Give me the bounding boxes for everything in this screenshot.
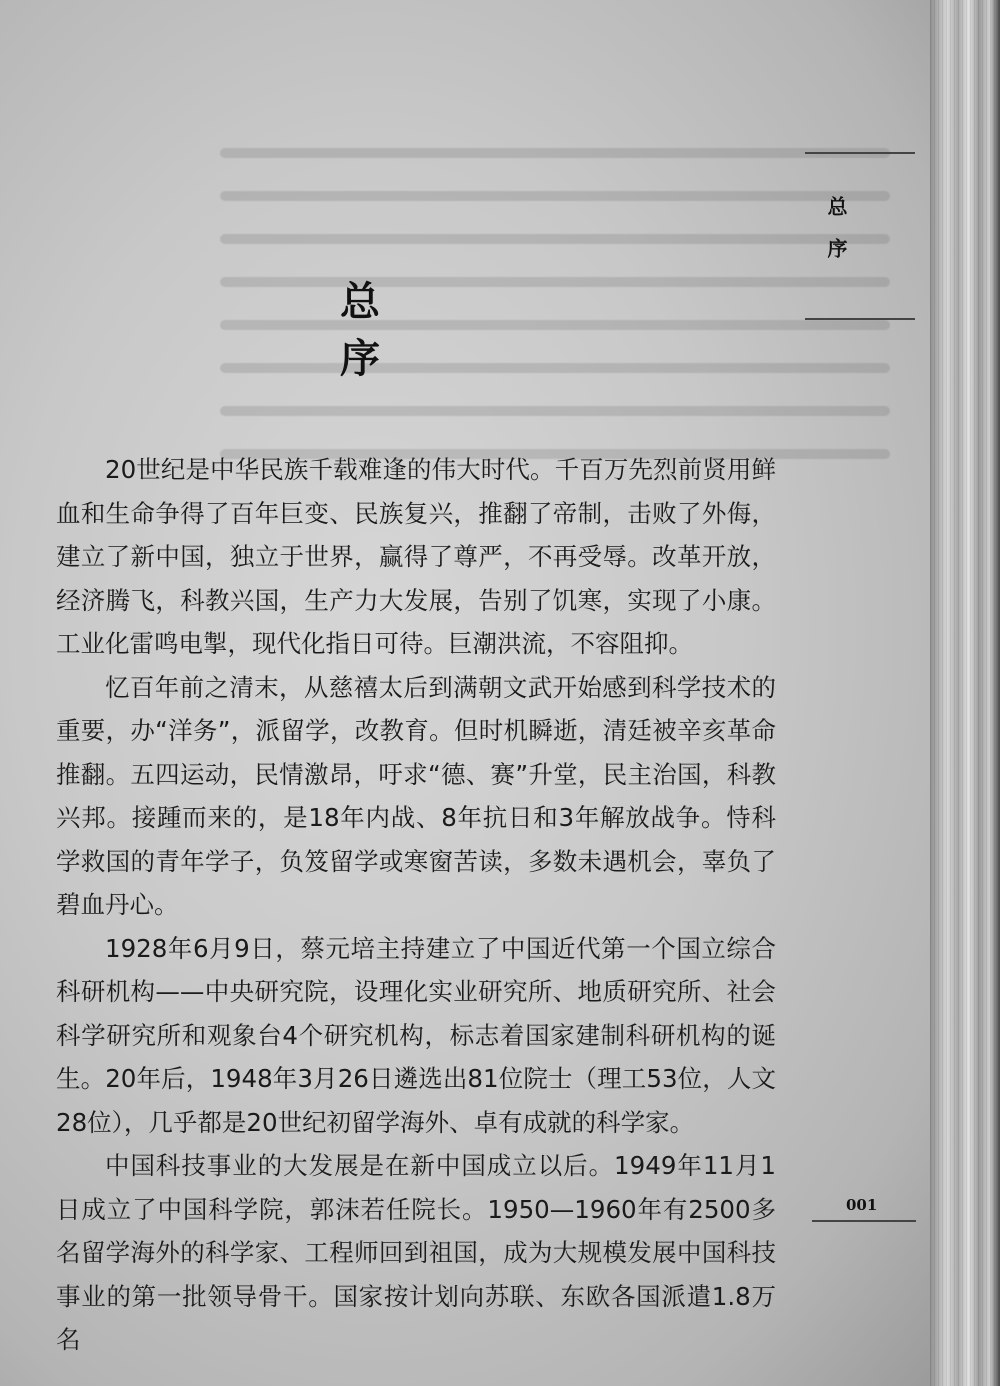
running-head-rule-top	[805, 152, 915, 154]
body-text	[56, 448, 776, 1362]
page-title: 总 序	[340, 279, 488, 382]
paragraph-1: 20世纪是中华民族千载难逢的伟大时代。千百万先烈前贤用鲜血和生命争得了百年巨变、民族复兴，推翻了帝制，击败了外侮，建立了新中国，独立于世界，赢得了尊严，不再受辱。改革开放，经济腾飞，科教兴国，生产力大发展，告别了饥寒，实现了小康。工业化雷鸣电掣，现代化指日可待。巨潮洪流，不容阻抑。	[56, 455, 776, 658]
page-stack-edge	[930, 0, 1000, 1386]
paragraph-2: 忆百年前之清末，从慈禧太后到满朝文武开始感到科学技术的重要，办“洋务”，派留学，改教育。但时机瞬逝，清廷被辛亥革命推翻。五四运动，民情激昂，吁求“德、赛”升堂，民主治国，科教兴邦。接踵而来的，是18年内战、8年抗日和3年解放战争。恃科学救国的青年学子，负笈留学或寒窗苦读，多数未遇机会，辜负了碧血丹心。	[56, 672, 776, 919]
running-head-rule-bottom	[805, 318, 915, 320]
page-number-rule	[812, 1220, 916, 1222]
paragraph-4: 中国科技事业的大发展是在新中国成立以后。1949年11月1日成立了中国科学院，郭沫若任院长。1950—1960年有2500多名留学海外的科学家、工程师回到祖国，成为大规模发展中国科技事业的第一批领导骨干。国家按计划向苏联、东欧各国派遣1.8万名	[56, 1151, 776, 1354]
page-number: 001	[846, 1196, 878, 1214]
paragraph-3: 1928年6月9日，蔡元培主持建立了中国近代第一个国立综合科研机构——中央研究院，设理化实业研究所、地质研究所、社会科学研究所和观象台4个研究机构，标志着国家建制科研机构的诞生。20年后，1948年3月26日遴选出81位院士（理工53位，人文28位），几乎都是20世纪初留学海外、卓有成就的科学家。	[56, 933, 776, 1137]
running-head: 总序	[824, 196, 848, 280]
